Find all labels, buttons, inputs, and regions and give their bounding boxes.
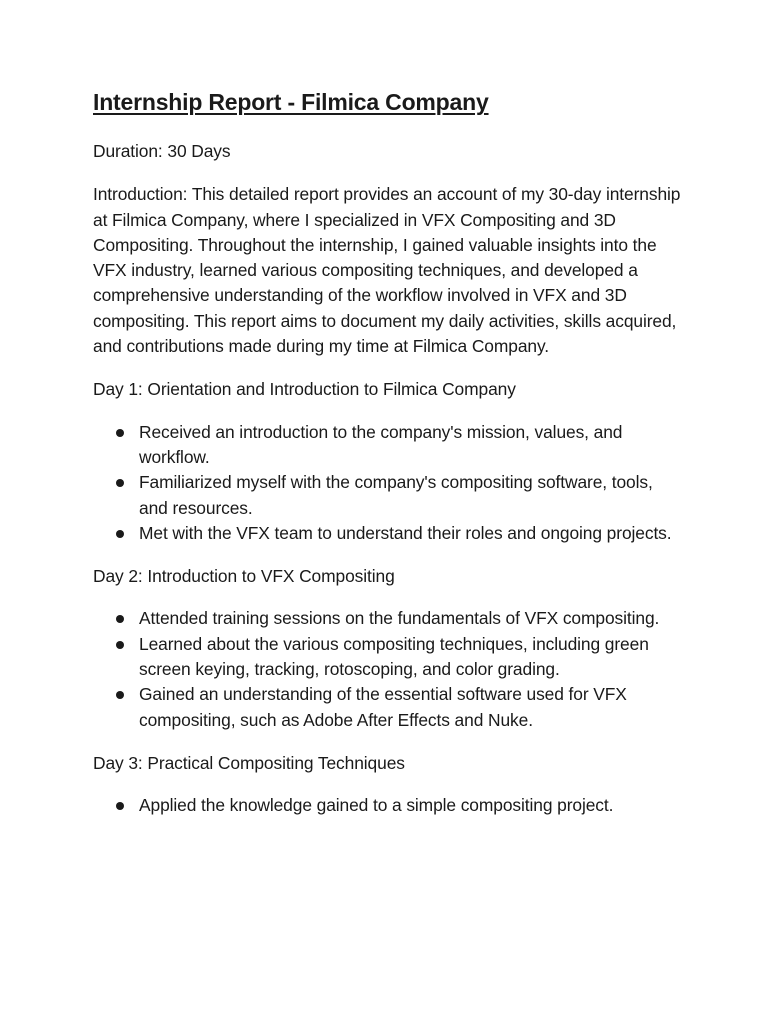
list-item xyxy=(93,420,683,471)
introduction-paragraph: Introduction: This detailed report provides an account of my 30-day internship at Filmica Company, where I specialized in VFX Compositing and 3D Compositing. Throughout the internship, I gained valuable insights into the VFX industry, learned various compositing techniques, and developed a comprehensive understanding of the workflow involved in VFX and 3D compositing. This report aims to document my daily activities, skills acquired, and contributions made during my time at Filmica Company. xyxy=(93,184,681,357)
bullet-icon xyxy=(116,479,124,487)
document-title: Internship Report - Filmica Company xyxy=(93,89,489,115)
duration-text: Duration: 30 Days xyxy=(93,141,231,161)
list-item xyxy=(93,521,683,546)
day-heading: Day 2: Introduction to VFX Compositing xyxy=(93,566,395,587)
day-section xyxy=(93,377,683,546)
list-item-text: Learned about the various compositing techniques, including green screen keying, tracking, rotoscoping, and color grading. xyxy=(139,633,649,680)
bullet-list xyxy=(93,420,683,546)
list-item-text: Familiarized myself with the company's compositing software, tools, and resources. xyxy=(139,472,653,518)
bullet-list xyxy=(93,606,683,732)
day-section xyxy=(93,564,683,733)
bullet-icon xyxy=(116,802,124,810)
list-item xyxy=(93,632,683,683)
list-item xyxy=(93,606,683,631)
bullet-icon xyxy=(116,615,124,623)
list-item xyxy=(93,682,683,733)
bullet-icon xyxy=(116,691,124,699)
day-heading: Day 1: Orientation and Introduction to Filmica Company xyxy=(93,379,516,400)
bullet-icon xyxy=(116,429,124,437)
bullet-icon xyxy=(116,641,124,649)
document-page xyxy=(93,86,683,837)
bullet-icon xyxy=(116,530,124,538)
day-section xyxy=(93,751,683,819)
day-heading: Day 3: Practical Compositing Techniques xyxy=(93,752,405,773)
list-item xyxy=(93,793,683,818)
list-item-text: Applied the knowledge gained to a simple compositing project. xyxy=(139,795,614,816)
bullet-list xyxy=(93,793,683,818)
list-item xyxy=(93,470,683,521)
list-item-text: Met with the VFX team to understand their roles and ongoing projects. xyxy=(139,522,672,543)
list-item-text: Received an introduction to the company's mission, values, and workflow. xyxy=(139,421,623,467)
list-item-text: Attended training sessions on the fundamentals of VFX compositing. xyxy=(139,608,660,629)
list-item-text: Gained an understanding of the essential software used for VFX compositing, such as Adobe After Effects and Nuke. xyxy=(139,684,627,730)
